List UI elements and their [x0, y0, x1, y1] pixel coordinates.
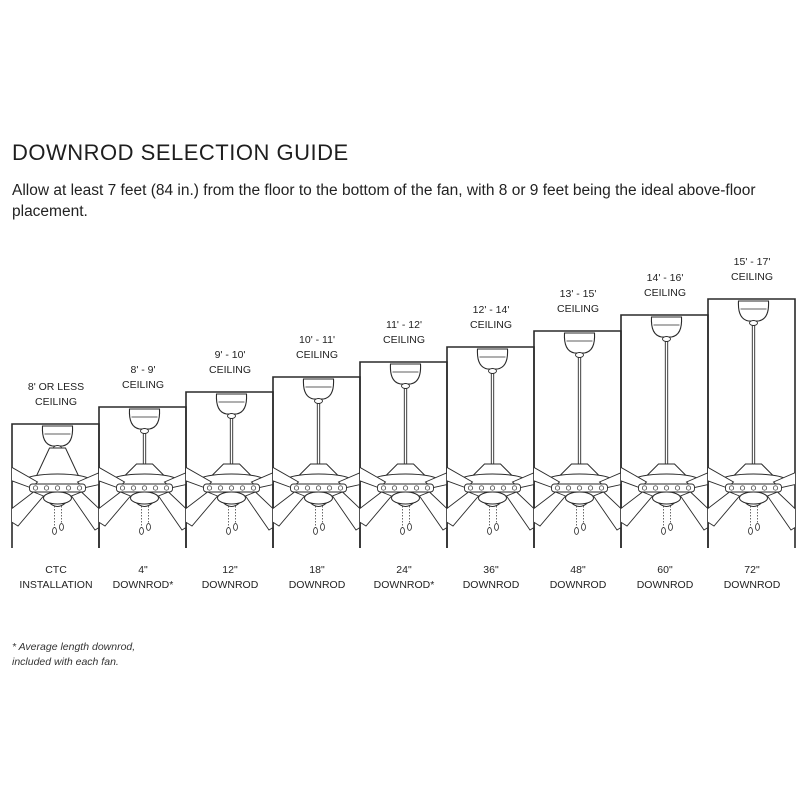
downrod-type: DOWNROD: [549, 579, 607, 591]
page-title: DOWNROD SELECTION GUIDE: [12, 140, 349, 165]
canopy: [390, 364, 420, 384]
ceiling-word: CEILING: [643, 287, 686, 299]
ceiling-height-label: [361, 318, 447, 348]
downrod-length: 12": [222, 564, 238, 576]
ceiling-range: 11' - 12': [386, 319, 422, 331]
intro-text: Allow at least 7 feet (84 in.) from the floor to the bottom of the fan, with 8 or 9 feet being the ideal above-floor placement.: [12, 182, 756, 220]
downrod-type: DOWNROD: [462, 579, 520, 591]
downrod-label: [186, 563, 274, 593]
ceiling-height-label: [535, 287, 621, 317]
pull-chain-fob: [488, 528, 492, 535]
ceiling-word: CEILING: [469, 319, 512, 331]
downrod-type: INSTALLATION: [19, 579, 93, 591]
downrod-label: [447, 563, 535, 593]
coupler: [141, 429, 149, 434]
canopy: [303, 379, 333, 399]
ceiling-word: CEILING: [208, 364, 251, 376]
install-panel: [0, 424, 129, 548]
downrod-length: 36": [483, 564, 499, 576]
ceiling-range: 8' - 9': [130, 364, 156, 376]
ceiling-range: 10' - 11': [299, 334, 335, 346]
pull-chain-fob: [321, 524, 325, 531]
light-kit: [44, 492, 72, 504]
ceiling-height-label: [13, 380, 99, 410]
pull-chain-fob: [401, 528, 405, 535]
pull-chain-fob: [147, 524, 151, 531]
ceiling-line: [360, 362, 447, 548]
pull-chain-fob: [314, 528, 318, 535]
coupler: [489, 369, 497, 374]
ceiling-height-label: [187, 348, 273, 378]
coupler: [576, 353, 584, 358]
downrod-length: 48": [570, 564, 586, 576]
ceiling-height-label: [448, 303, 534, 333]
downrod-length: 60": [657, 564, 673, 576]
ceiling-word: CEILING: [382, 334, 425, 346]
light-kit: [653, 492, 681, 504]
coupler: [663, 337, 671, 342]
pull-chain-fob: [60, 524, 64, 531]
ceiling-height-label: [274, 333, 360, 363]
canopy: [477, 349, 507, 369]
ceiling-height-label: [100, 363, 186, 393]
downrod-label: [708, 563, 796, 593]
pull-chain-fob: [669, 524, 673, 531]
pull-chain-fob: [234, 524, 238, 531]
pull-chain-fob: [575, 528, 579, 535]
downrod-length: 4": [138, 564, 148, 576]
fan-blade: [2, 492, 44, 526]
pull-chain-fob: [662, 528, 666, 535]
footnote-line-2: included with each fan.: [12, 656, 119, 668]
downrod-label: [99, 563, 187, 593]
coupler: [315, 399, 323, 404]
pull-chain-fob: [53, 528, 57, 535]
pull-chain-fob: [749, 528, 753, 535]
ceiling-height-label: [709, 255, 795, 285]
downrod-label: [12, 563, 100, 593]
canopy: [42, 426, 72, 446]
ceiling-word: CEILING: [121, 379, 164, 391]
downrod-type: DOWNROD: [201, 579, 259, 591]
pull-chain-fob: [140, 528, 144, 535]
ceiling-range: 9' - 10': [214, 349, 246, 361]
ceiling-range: 8' OR LESS: [27, 381, 85, 393]
light-kit: [131, 492, 159, 504]
ceiling-word: CEILING: [556, 303, 599, 315]
ceiling-word: CEILING: [295, 349, 338, 361]
coupler: [750, 321, 758, 326]
downrod-type: DOWNROD: [288, 579, 346, 591]
canopy: [216, 394, 246, 414]
downrod-length: 18": [309, 564, 325, 576]
pull-chain-fob: [756, 524, 760, 531]
downrod-type: DOWNROD*: [112, 579, 174, 591]
canopy: [564, 333, 594, 353]
ceiling-word: CEILING: [34, 396, 77, 408]
downrod-length: 72": [744, 564, 760, 576]
footnote: [12, 640, 135, 670]
ceiling-range: 14' - 16': [646, 272, 684, 284]
downrod-type: DOWNROD*: [373, 579, 435, 591]
downrod-label: [534, 563, 622, 593]
ceiling-range: 15' - 17': [733, 256, 771, 268]
downrod-length: 24": [396, 564, 412, 576]
pull-chain-fob: [408, 524, 412, 531]
light-kit: [305, 492, 333, 504]
coupler: [402, 384, 410, 389]
downrod-label: [360, 563, 448, 593]
coupler: [228, 414, 236, 419]
fan-blade: [0, 456, 38, 488]
pull-chain-fob: [582, 524, 586, 531]
ceiling-range: 12' - 14': [472, 304, 510, 316]
pull-chain-fob: [495, 524, 499, 531]
pull-chain-fob: [227, 528, 231, 535]
light-kit: [218, 492, 246, 504]
canopy: [651, 317, 681, 337]
downrod-type: DOWNROD: [723, 579, 781, 591]
downrod-label: [621, 563, 709, 593]
downrod-type: DOWNROD: [636, 579, 694, 591]
light-kit: [566, 492, 594, 504]
downrod-label: [273, 563, 361, 593]
downrod-length: CTC: [45, 564, 67, 576]
light-kit: [392, 492, 420, 504]
ceiling-word: CEILING: [730, 271, 773, 283]
light-kit: [479, 492, 507, 504]
ceiling-height-label: [622, 271, 708, 301]
canopy: [129, 409, 159, 429]
ceiling-range: 13' - 15': [559, 288, 597, 300]
light-kit: [740, 492, 768, 504]
canopy: [738, 301, 768, 321]
footnote-line-1: * Average length downrod,: [12, 641, 136, 653]
